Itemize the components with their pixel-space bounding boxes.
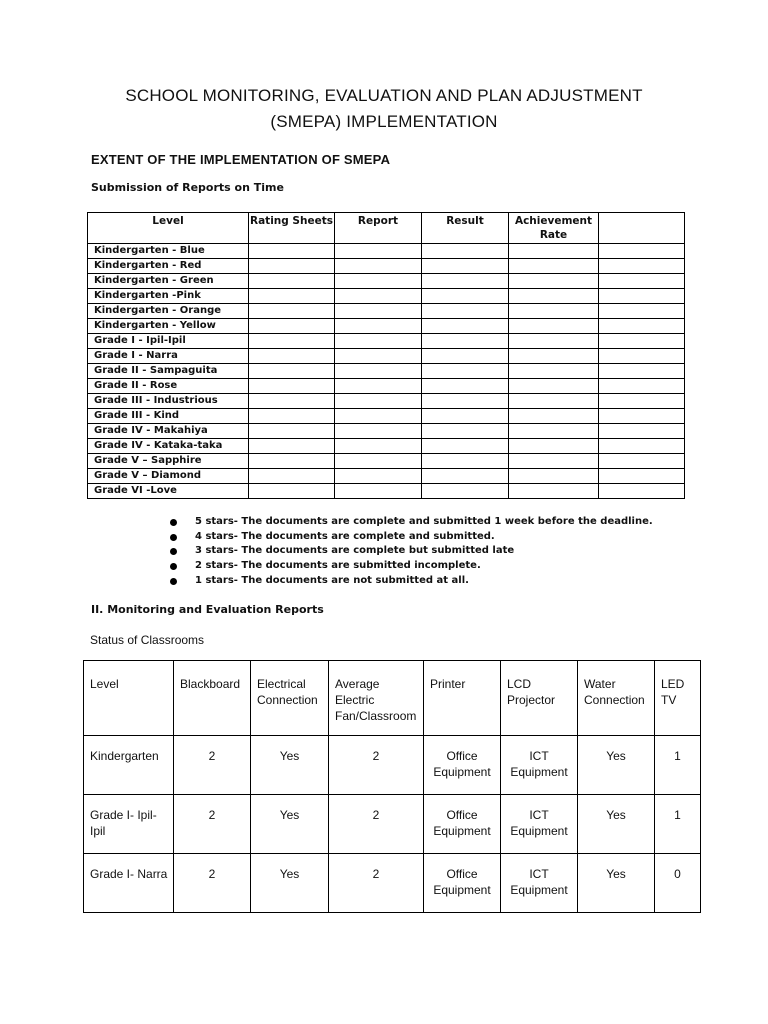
empty-cell	[509, 334, 599, 349]
level-cell: Grade IV - Makahiya	[88, 424, 249, 439]
empty-cell	[422, 484, 509, 499]
empty-cell	[422, 439, 509, 454]
empty-cell	[335, 439, 422, 454]
empty-cell	[335, 379, 422, 394]
subheading-reports: Submission of Reports on Time	[91, 181, 284, 194]
level-cell: Kindergarten - Green	[88, 274, 249, 289]
empty-cell	[599, 394, 685, 409]
empty-cell	[335, 304, 422, 319]
empty-cell	[422, 259, 509, 274]
empty-cell	[599, 439, 685, 454]
table-row	[88, 439, 685, 454]
value-cell: 2	[329, 795, 424, 854]
empty-cell	[599, 259, 685, 274]
empty-cell	[335, 244, 422, 259]
table-row	[88, 244, 685, 259]
empty-cell	[249, 469, 335, 484]
empty-cell	[509, 454, 599, 469]
value-cell: 2	[329, 736, 424, 795]
reports-header-report: Report	[335, 213, 422, 244]
empty-cell	[599, 274, 685, 289]
document-title-line-2: (SMEPA) IMPLEMENTATION	[270, 112, 498, 131]
level-cell: Grade I- Narra	[84, 854, 174, 913]
bullet-icon	[170, 578, 177, 585]
empty-cell	[335, 274, 422, 289]
reports-header-level: Level	[88, 213, 249, 244]
empty-cell	[509, 259, 599, 274]
empty-cell	[509, 424, 599, 439]
empty-cell	[509, 349, 599, 364]
empty-cell	[509, 319, 599, 334]
legend-text: 1 stars- The documents are not submitted at all.	[195, 574, 469, 586]
empty-cell	[422, 379, 509, 394]
empty-cell	[599, 484, 685, 499]
level-cell: Grade I - Ipil-Ipil	[88, 334, 249, 349]
value-cell: ICT Equipment	[501, 854, 578, 913]
empty-cell	[422, 394, 509, 409]
empty-cell	[509, 484, 599, 499]
empty-cell	[335, 469, 422, 484]
empty-cell	[335, 484, 422, 499]
empty-cell	[335, 454, 422, 469]
reports-header-rating-sheets: Rating Sheets	[249, 213, 335, 244]
value-cell: Office Equipment	[424, 854, 501, 913]
empty-cell	[249, 259, 335, 274]
level-cell: Grade VI -Love	[88, 484, 249, 499]
classrooms-header-blackboard: Blackboard	[174, 661, 251, 736]
table-row	[88, 289, 685, 304]
value-cell: ICT Equipment	[501, 795, 578, 854]
empty-cell	[249, 424, 335, 439]
level-cell: Kindergarten - Yellow	[88, 319, 249, 334]
empty-cell	[422, 244, 509, 259]
empty-cell	[249, 439, 335, 454]
empty-cell	[509, 289, 599, 304]
table-row	[88, 274, 685, 289]
table-row	[84, 736, 701, 795]
value-cell: 2	[329, 854, 424, 913]
empty-cell	[509, 394, 599, 409]
table-row	[88, 409, 685, 424]
empty-cell	[335, 349, 422, 364]
list-item	[168, 559, 653, 574]
empty-cell	[335, 394, 422, 409]
section-heading-extent: EXTENT OF THE IMPLEMENTATION OF SMEPA	[91, 152, 391, 167]
empty-cell	[599, 349, 685, 364]
value-cell: 1	[655, 736, 701, 795]
value-cell: Yes	[251, 854, 329, 913]
empty-cell	[509, 469, 599, 484]
level-cell: Kindergarten -Pink	[88, 289, 249, 304]
table-row	[88, 379, 685, 394]
subheading-classrooms: Status of Classrooms	[90, 633, 205, 647]
empty-cell	[335, 259, 422, 274]
list-item	[168, 515, 653, 530]
empty-cell	[599, 304, 685, 319]
empty-cell	[509, 439, 599, 454]
empty-cell	[599, 319, 685, 334]
empty-cell	[599, 409, 685, 424]
classrooms-table	[83, 660, 701, 913]
empty-cell	[249, 334, 335, 349]
legend-text: 3 stars- The documents are complete but submitted late	[195, 545, 515, 557]
empty-cell	[599, 469, 685, 484]
empty-cell	[422, 304, 509, 319]
reports-header-blank	[599, 213, 685, 244]
level-cell: Grade IV - Kataka-taka	[88, 439, 249, 454]
level-cell: Grade I- Ipil-Ipil	[84, 795, 174, 854]
level-cell: Grade III - Industrious	[88, 394, 249, 409]
classrooms-header-led-tv: LED TV	[655, 661, 701, 736]
empty-cell	[249, 394, 335, 409]
empty-cell	[509, 364, 599, 379]
classrooms-header-water-connection: Water Connection	[578, 661, 655, 736]
level-cell: Grade I - Narra	[88, 349, 249, 364]
value-cell: Yes	[251, 736, 329, 795]
empty-cell	[249, 289, 335, 304]
section-heading-monitoring: II. Monitoring and Evaluation Reports	[91, 603, 324, 616]
level-cell: Kindergarten - Blue	[88, 244, 249, 259]
empty-cell	[599, 424, 685, 439]
empty-cell	[249, 454, 335, 469]
empty-cell	[422, 454, 509, 469]
table-row	[88, 424, 685, 439]
table-row	[84, 795, 701, 854]
table-row	[88, 349, 685, 364]
bullet-icon	[170, 534, 177, 541]
value-cell: 1	[655, 795, 701, 854]
table-row	[88, 469, 685, 484]
level-cell: Kindergarten	[84, 736, 174, 795]
level-cell: Kindergarten - Red	[88, 259, 249, 274]
level-cell: Kindergarten - Orange	[88, 304, 249, 319]
table-row	[88, 304, 685, 319]
table-row	[88, 364, 685, 379]
reports-table-header-row	[88, 213, 685, 244]
classrooms-header-lcd-projector: LCD Projector	[501, 661, 578, 736]
empty-cell	[249, 319, 335, 334]
empty-cell	[599, 454, 685, 469]
empty-cell	[599, 364, 685, 379]
classrooms-header-level: Level	[84, 661, 174, 736]
value-cell: ICT Equipment	[501, 736, 578, 795]
value-cell: 2	[174, 795, 251, 854]
level-cell: Grade II - Rose	[88, 379, 249, 394]
level-cell: Grade III - Kind	[88, 409, 249, 424]
empty-cell	[422, 364, 509, 379]
classrooms-header-electrical-connection: Electrical Connection	[251, 661, 329, 736]
empty-cell	[599, 379, 685, 394]
empty-cell	[599, 289, 685, 304]
empty-cell	[422, 469, 509, 484]
classrooms-table-body	[84, 736, 701, 913]
value-cell: 2	[174, 854, 251, 913]
table-row	[84, 854, 701, 913]
list-item	[168, 574, 653, 589]
value-cell: Yes	[578, 854, 655, 913]
value-cell: Yes	[251, 795, 329, 854]
empty-cell	[335, 409, 422, 424]
empty-cell	[509, 379, 599, 394]
value-cell: Yes	[578, 736, 655, 795]
table-row	[88, 394, 685, 409]
value-cell: 0	[655, 854, 701, 913]
value-cell: Office Equipment	[424, 736, 501, 795]
legend-text: 4 stars- The documents are complete and submitted.	[195, 530, 495, 542]
table-row	[88, 334, 685, 349]
table-row	[88, 259, 685, 274]
bullet-icon	[170, 519, 177, 526]
empty-cell	[335, 424, 422, 439]
level-cell: Grade V – Sapphire	[88, 454, 249, 469]
empty-cell	[509, 244, 599, 259]
classrooms-table-header-row	[84, 661, 701, 736]
empty-cell	[422, 409, 509, 424]
empty-cell	[422, 334, 509, 349]
empty-cell	[249, 409, 335, 424]
empty-cell	[249, 484, 335, 499]
level-cell: Grade V – Diamond	[88, 469, 249, 484]
table-row	[88, 484, 685, 499]
empty-cell	[249, 379, 335, 394]
bullet-icon	[170, 548, 177, 555]
empty-cell	[422, 289, 509, 304]
legend-text: 5 stars- The documents are complete and submitted 1 week before the deadline.	[195, 516, 653, 527]
empty-cell	[509, 304, 599, 319]
classrooms-header-printer: Printer	[424, 661, 501, 736]
bullet-icon	[170, 563, 177, 570]
reports-header-result: Result	[422, 213, 509, 244]
empty-cell	[509, 409, 599, 424]
empty-cell	[249, 244, 335, 259]
empty-cell	[509, 274, 599, 289]
empty-cell	[422, 319, 509, 334]
empty-cell	[599, 334, 685, 349]
value-cell: Office Equipment	[424, 795, 501, 854]
empty-cell	[422, 349, 509, 364]
empty-cell	[335, 334, 422, 349]
empty-cell	[335, 364, 422, 379]
level-cell: Grade II - Sampaguita	[88, 364, 249, 379]
reports-header-achievement-rate: Achievement Rate	[509, 213, 599, 244]
legend-text: 2 stars- The documents are submitted incomplete.	[195, 560, 481, 572]
empty-cell	[422, 274, 509, 289]
table-row	[88, 319, 685, 334]
empty-cell	[335, 319, 422, 334]
empty-cell	[599, 244, 685, 259]
empty-cell	[422, 424, 509, 439]
classrooms-header-average-fan: Average Electric Fan/Classroom	[329, 661, 424, 736]
document-title-line-1: SCHOOL MONITORING, EVALUATION AND PLAN ADJUSTMENT	[125, 86, 643, 105]
reports-table-body	[88, 244, 685, 499]
table-row	[88, 454, 685, 469]
value-cell: Yes	[578, 795, 655, 854]
empty-cell	[335, 289, 422, 304]
reports-table	[87, 212, 685, 499]
list-item	[168, 544, 653, 559]
list-item	[168, 530, 653, 545]
empty-cell	[249, 304, 335, 319]
empty-cell	[249, 364, 335, 379]
empty-cell	[249, 274, 335, 289]
rating-legend	[168, 515, 653, 588]
empty-cell	[249, 349, 335, 364]
value-cell: 2	[174, 736, 251, 795]
